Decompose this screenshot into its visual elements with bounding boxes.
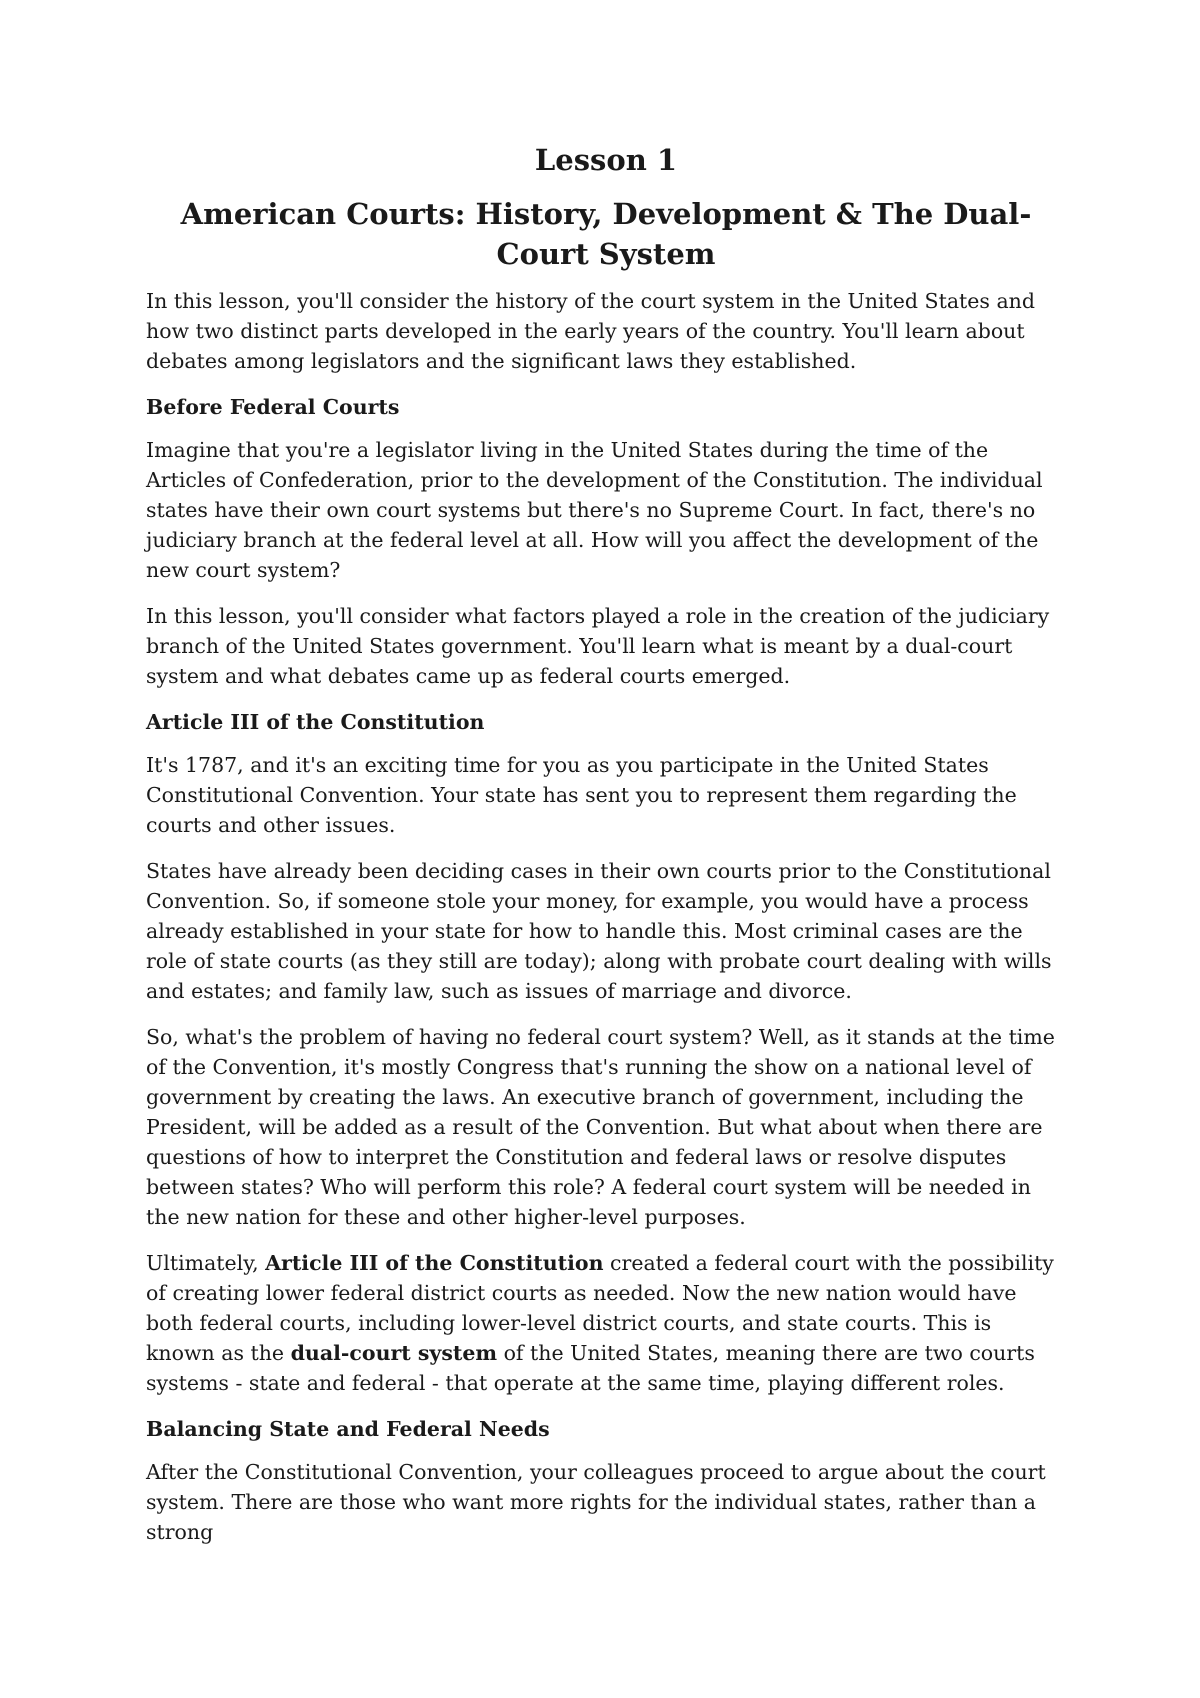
paragraph-with-emphasis	[146, 1248, 1066, 1398]
bold-term-dual-court-system: dual-court system	[290, 1341, 498, 1365]
paragraph: Imagine that you're a legislator living in the United States during the time of the Articles of Confederation, prior to the development of the Constitution. The individual states have their own court systems but there's no Supreme Court. In fact, there's no judiciary branch at the federal level at all. How will you affect the development of the new court system?	[146, 438, 1043, 582]
bold-term-article-iii: Article III of the Constitution	[265, 1251, 604, 1275]
section-heading-before-federal-courts: Before Federal Courts	[146, 395, 400, 419]
document-page	[146, 140, 1066, 1563]
section-heading-balancing: Balancing State and Federal Needs	[146, 1417, 550, 1441]
lesson-number: Lesson 1	[534, 143, 678, 177]
paragraph: In this lesson, you'll consider what factors played a role in the creation of the judiciary branch of the United States government. You'll learn what is meant by a dual-court system and what debates came up as federal courts emerged.	[146, 604, 1050, 688]
paragraph: So, what's the problem of having no federal court system? Well, as it stands at the time of the Convention, it's mostly Congress that's running the show on a national level of government by creating the laws. An executive branch of government, including the President, will be added as a result of the Convention. But what about when there are questions of how to interpret the Constitution and federal laws or resolve disputes between states? Who will perform this role? A federal court system will be needed in the new nation for these and other higher-level purposes.	[146, 1025, 1055, 1229]
intro-paragraph: In this lesson, you'll consider the history of the court system in the United States and how two distinct parts developed in the early years of the country. You'll learn about debates among legislators and the significant laws they established.	[146, 289, 1035, 373]
text-run: of the United States, meaning there are two courts systems - state and federal - that operate at the same time, playing different roles.	[146, 1341, 1035, 1395]
paragraph: After the Constitutional Convention, your colleagues proceed to argue about the court system. There are those who want more rights for the individual states, rather than a strong	[146, 1460, 1046, 1544]
text-run: created a federal court with the possibility of creating lower federal district courts as needed. Now the new nation would have both federal courts, including lower-level district courts, and state courts. This is known as the	[146, 1251, 1054, 1365]
paragraph: It's 1787, and it's an exciting time for you as you participate in the United States Constitutional Convention. Your state has sent you to represent them regarding the courts and other issues.	[146, 753, 1017, 837]
section-heading-article-iii: Article III of the Constitution	[146, 710, 485, 734]
text-run: Ultimately,	[146, 1251, 266, 1275]
page-title: American Courts: History, Development & The Dual-Court System	[180, 197, 1032, 271]
paragraph: States have already been deciding cases in their own courts prior to the Constitutional Convention. So, if someone stole your money, for example, you would have a process already established in your state for how to handle this. Most criminal cases are the role of state courts (as they still are today); along with probate court dealing with wills and estates; and family law, such as issues of marriage and divorce.	[146, 859, 1052, 1003]
